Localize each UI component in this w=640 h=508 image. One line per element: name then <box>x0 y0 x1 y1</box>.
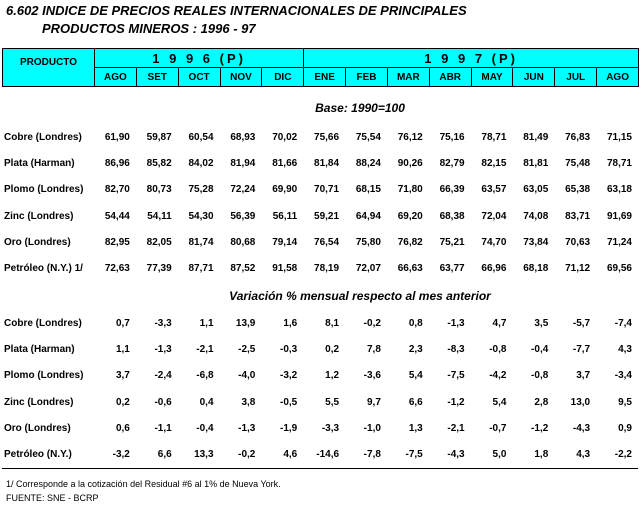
value-cell: 75,28 <box>188 184 214 196</box>
value-cell: 78,71 <box>606 157 632 169</box>
value-cell: 81,49 <box>523 131 549 143</box>
value-cell: 81,94 <box>230 157 256 169</box>
value-cell: 76,12 <box>397 131 423 143</box>
value-cell: 0,8 <box>408 317 423 329</box>
value-cell: 88,24 <box>355 157 381 169</box>
value-cell: 76,82 <box>397 236 423 248</box>
value-cell: 72,24 <box>230 184 256 196</box>
value-cell: 5,5 <box>325 396 340 408</box>
table-row <box>2 203 638 229</box>
value-cell: -0,8 <box>531 370 549 382</box>
value-cell: -0,8 <box>489 343 507 355</box>
value-cell: 78,71 <box>481 131 507 143</box>
value-cell: -7,5 <box>387 441 429 468</box>
value-cell: 0,4 <box>199 396 214 408</box>
value-cell: 74,70 <box>481 236 507 248</box>
value-cell: 68,15 <box>355 184 381 196</box>
value-cell: -4,3 <box>572 422 591 434</box>
value-cell: 0,7 <box>115 317 130 329</box>
value-cell: 1,6 <box>283 317 298 329</box>
source-note: FUENTE: SNE - BCRP <box>6 493 99 503</box>
value-cell: -0,3 <box>279 343 298 355</box>
table-row <box>2 150 638 176</box>
table-row <box>2 177 638 203</box>
value-cell: 80,73 <box>146 184 172 196</box>
value-cell: 1,2 <box>325 370 340 382</box>
value-cell: 82,79 <box>439 157 465 169</box>
value-cell: 5,0 <box>471 441 513 468</box>
value-cell: 70,63 <box>565 236 591 248</box>
value-cell: 78,19 <box>314 263 340 275</box>
header-table <box>2 48 639 87</box>
value-cell: 3,5 <box>534 317 549 329</box>
row-label: Oro (Londres) <box>4 422 71 434</box>
value-cell: 71,15 <box>606 131 632 143</box>
value-cell: 9,7 <box>367 396 381 408</box>
footnote: 1/ Corresponde a la cotización del Residual #6 al 1% de Nueva York. <box>6 479 281 489</box>
value-cell: 4,7 <box>492 317 507 329</box>
value-cell: 3,8 <box>241 396 256 408</box>
value-cell: -0,7 <box>489 422 507 434</box>
value-cell: 69,20 <box>397 210 423 222</box>
value-cell: 82,15 <box>481 157 507 169</box>
variation-table <box>2 310 638 469</box>
value-cell: 68,18 <box>523 263 549 275</box>
value-cell: -7,8 <box>345 441 387 468</box>
value-cell: 6,6 <box>408 396 423 408</box>
value-cell: 1,1 <box>199 317 214 329</box>
value-cell: -3,3 <box>321 422 340 434</box>
value-cell: 66,96 <box>481 263 507 275</box>
value-cell: -2,4 <box>154 370 172 382</box>
value-cell: 0,6 <box>115 422 130 434</box>
value-cell: -3,6 <box>363 370 381 382</box>
table-row <box>2 389 638 415</box>
value-cell: -4,3 <box>429 441 471 468</box>
value-cell: 59,87 <box>146 131 172 143</box>
value-cell: 75,21 <box>439 236 465 248</box>
row-label: Plata (Harman) <box>4 343 75 355</box>
section-variation-title: Variación % mensual respecto al mes anterior <box>229 289 491 303</box>
value-cell: 66,39 <box>439 184 465 196</box>
value-cell: 75,80 <box>355 236 381 248</box>
value-cell: 4,3 <box>554 441 596 468</box>
row-label: Plomo (Londres) <box>4 184 84 196</box>
value-cell: -14,6 <box>303 441 345 468</box>
value-cell: -0,2 <box>363 317 381 329</box>
row-label: Petróleo (N.Y.) <box>2 441 94 468</box>
value-cell: -2,1 <box>447 422 465 434</box>
value-cell: -3,3 <box>154 317 172 329</box>
section-base-title: Base: 1990=100 <box>315 101 405 115</box>
month-header: ENE <box>304 68 346 87</box>
value-cell: 82,05 <box>146 236 172 248</box>
value-cell: -7,4 <box>614 317 632 329</box>
value-cell: -8,3 <box>447 343 465 355</box>
value-cell: 76,83 <box>565 131 591 143</box>
table-row <box>2 124 638 150</box>
value-cell: 2,8 <box>534 396 549 408</box>
report-title: 6.602 INDICE DE PRECIOS REALES INTERNACIONALES DE PRINCIPALES <box>6 3 467 18</box>
value-cell: -0,4 <box>531 343 549 355</box>
value-cell: 71,12 <box>565 263 591 275</box>
table-row <box>2 255 638 281</box>
value-cell: 63,77 <box>439 263 465 275</box>
value-cell: 76,54 <box>314 236 340 248</box>
month-header: OCT <box>178 68 220 87</box>
value-cell: -4,2 <box>489 370 507 382</box>
row-label: Cobre (Londres) <box>4 131 82 143</box>
value-cell: 56,39 <box>230 210 256 222</box>
value-cell: 66,63 <box>397 263 423 275</box>
table-row <box>2 310 638 336</box>
value-cell: 82,95 <box>104 236 130 248</box>
value-cell: -4,0 <box>238 370 256 382</box>
value-cell: 75,66 <box>314 131 340 143</box>
value-cell: 82,70 <box>104 184 130 196</box>
value-cell: 75,16 <box>439 131 465 143</box>
value-cell: -1,0 <box>363 422 381 434</box>
value-cell: 81,74 <box>188 236 214 248</box>
row-label: Petróleo (N.Y.) 1/ <box>4 263 83 275</box>
value-cell: -3,2 <box>279 370 298 382</box>
value-cell: 2,3 <box>408 343 423 355</box>
value-cell: 75,48 <box>565 157 591 169</box>
report-subtitle: PRODUCTOS MINEROS : 1996 - 97 <box>42 21 256 36</box>
value-cell: -7,5 <box>447 370 465 382</box>
value-cell: 6,6 <box>136 441 178 468</box>
value-cell: -0,6 <box>154 396 172 408</box>
value-cell: -1,2 <box>531 422 549 434</box>
value-cell: 4,3 <box>618 343 632 355</box>
row-label: Zinc (Londres) <box>4 396 74 408</box>
index-table <box>2 124 638 282</box>
value-cell: 83,71 <box>565 210 591 222</box>
table-row <box>2 363 638 389</box>
value-cell: 81,66 <box>272 157 298 169</box>
value-cell: -2,5 <box>238 343 256 355</box>
value-cell: 5,4 <box>408 370 423 382</box>
value-cell: 5,4 <box>492 396 507 408</box>
value-cell: 68,38 <box>439 210 465 222</box>
month-header: MAY <box>471 68 513 87</box>
value-cell: -3,4 <box>614 370 632 382</box>
table-row <box>2 441 638 468</box>
row-label: Cobre (Londres) <box>4 317 82 329</box>
value-cell: 4,6 <box>261 441 303 468</box>
value-cell: -5,7 <box>572 317 591 329</box>
value-cell: -1,2 <box>447 396 465 408</box>
value-cell: 3,7 <box>115 370 130 382</box>
value-cell: 56,11 <box>272 210 298 222</box>
value-cell: -1,3 <box>238 422 256 434</box>
value-cell: -2,2 <box>596 441 638 468</box>
value-cell: 70,71 <box>314 184 340 196</box>
value-cell: -0,2 <box>220 441 262 468</box>
value-cell: 84,02 <box>188 157 214 169</box>
value-cell: 0,2 <box>325 343 340 355</box>
table-row <box>2 415 638 441</box>
value-cell: -0,4 <box>196 422 214 434</box>
value-cell: 71,24 <box>606 236 632 248</box>
month-header: NOV <box>220 68 262 87</box>
value-cell: 86,96 <box>104 157 130 169</box>
producto-header: PRODUCTO <box>3 49 95 87</box>
value-cell: 59,21 <box>314 210 340 222</box>
table-row <box>2 229 638 255</box>
value-cell: 13,3 <box>178 441 220 468</box>
value-cell: 63,57 <box>481 184 507 196</box>
month-header: MAR <box>387 68 429 87</box>
value-cell: -1,1 <box>154 422 172 434</box>
value-cell: 1,8 <box>512 441 554 468</box>
month-header: AGO <box>95 68 137 87</box>
value-cell: 71,80 <box>397 184 423 196</box>
year-1997-header: 1 9 9 7 (P) <box>304 49 639 68</box>
value-cell: 80,68 <box>230 236 256 248</box>
month-header: SET <box>136 68 178 87</box>
value-cell: 1,3 <box>408 422 423 434</box>
value-cell: -0,5 <box>279 396 298 408</box>
month-header: JUL <box>555 68 597 87</box>
value-cell: 70,02 <box>272 131 298 143</box>
value-cell: 72,04 <box>481 210 507 222</box>
value-cell: 87,52 <box>230 263 256 275</box>
value-cell: 72,07 <box>355 263 381 275</box>
month-header: JUN <box>513 68 555 87</box>
value-cell: 68,93 <box>230 131 256 143</box>
value-cell: 3,7 <box>576 370 591 382</box>
value-cell: -1,9 <box>279 422 298 434</box>
value-cell: 54,30 <box>188 210 214 222</box>
value-cell: 8,1 <box>325 317 340 329</box>
value-cell: 64,94 <box>355 210 381 222</box>
value-cell: 13,9 <box>235 317 256 329</box>
value-cell: 13,0 <box>570 396 591 408</box>
month-header: AGO <box>597 68 639 87</box>
value-cell: 69,56 <box>606 263 632 275</box>
value-cell: -2,1 <box>196 343 214 355</box>
value-cell: 73,84 <box>523 236 549 248</box>
row-label: Plomo (Londres) <box>4 370 84 382</box>
month-header: FEB <box>346 68 388 87</box>
value-cell: 9,5 <box>618 396 632 408</box>
value-cell: 54,44 <box>104 210 130 222</box>
value-cell: 60,54 <box>188 131 214 143</box>
value-cell: 77,39 <box>146 263 172 275</box>
value-cell: 7,8 <box>367 343 381 355</box>
value-cell: 91,69 <box>606 210 632 222</box>
value-cell: -7,7 <box>572 343 591 355</box>
value-cell: 90,26 <box>397 157 423 169</box>
year-1996-header: 1 9 9 6 (P) <box>95 49 304 68</box>
value-cell: 0,9 <box>618 422 632 434</box>
value-cell: 63,18 <box>606 184 632 196</box>
table-row <box>2 336 638 362</box>
value-cell: 1,1 <box>115 343 130 355</box>
value-cell: -6,8 <box>196 370 214 382</box>
value-cell: 79,14 <box>272 236 298 248</box>
value-cell: 0,2 <box>115 396 130 408</box>
value-cell: 65,38 <box>565 184 591 196</box>
value-cell: 81,84 <box>314 157 340 169</box>
value-cell: 63,05 <box>523 184 549 196</box>
value-cell: 91,58 <box>272 263 298 275</box>
value-cell: 69,90 <box>272 184 298 196</box>
month-header: ABR <box>429 68 471 87</box>
month-header: DIC <box>262 68 304 87</box>
value-cell: -1,3 <box>154 343 172 355</box>
value-cell: -1,3 <box>447 317 465 329</box>
row-label: Plata (Harman) <box>4 157 75 169</box>
row-label: Oro (Londres) <box>4 236 71 248</box>
value-cell: 85,82 <box>146 157 172 169</box>
value-cell: 54,11 <box>147 210 172 222</box>
value-cell: 81,81 <box>523 157 549 169</box>
value-cell: 74,08 <box>523 210 549 222</box>
value-cell: 75,54 <box>355 131 381 143</box>
value-cell: 87,71 <box>188 263 214 275</box>
value-cell: 72,63 <box>104 263 130 275</box>
row-label: Zinc (Londres) <box>4 210 74 222</box>
value-cell: -3,2 <box>94 441 136 468</box>
value-cell: 61,90 <box>104 131 130 143</box>
